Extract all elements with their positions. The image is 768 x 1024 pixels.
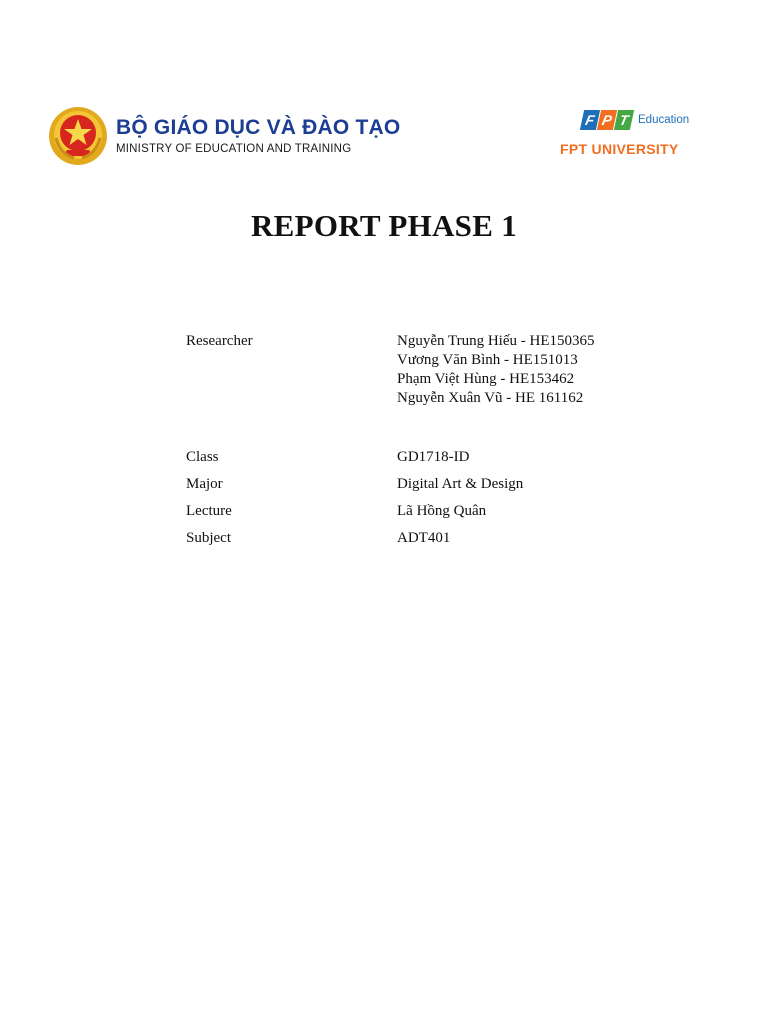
ministry-subtitle: MINISTRY OF EDUCATION AND TRAINING [116, 143, 352, 155]
fpt-logo [560, 110, 710, 157]
ministry-logo [48, 106, 400, 166]
report-title: REPORT PHASE 1 [250, 208, 518, 243]
fpt-university-label: FPT UNIVERSITY [560, 141, 679, 157]
class-value: GD1718-ID [397, 449, 470, 465]
subject-label: Subject [186, 530, 231, 546]
researcher-label: Researcher [186, 333, 253, 349]
lecture-label: Lecture [186, 503, 232, 519]
major-label: Major [186, 476, 223, 492]
lecture-value: Lã Hồng Quân [397, 503, 487, 519]
subject-value: ADT401 [397, 530, 451, 546]
fpt-tile-p: P [597, 110, 617, 130]
major-row [186, 475, 595, 494]
researcher-member: Nguyễn Trung Hiếu - HE150365 [397, 333, 595, 349]
lecture-row [186, 502, 595, 521]
report-info [186, 332, 595, 556]
ministry-name: BỘ GIÁO DỤC VÀ ĐÀO TẠO [116, 116, 401, 139]
researcher-row [186, 332, 595, 408]
researcher-member: Nguyễn Xuân Vũ - HE 161162 [397, 390, 584, 406]
vietnam-national-emblem-icon [48, 106, 108, 166]
fpt-tile-t: T [614, 110, 634, 130]
subject-row [186, 529, 595, 548]
researcher-member: Vương Văn Bình - HE151013 [397, 352, 578, 368]
major-value: Digital Art & Design [397, 476, 524, 492]
researcher-list [397, 332, 595, 408]
fpt-education-label: Education [638, 114, 690, 126]
fpt-tile-f: F [580, 110, 600, 130]
fpt-tiles [582, 110, 633, 130]
class-label: Class [186, 449, 219, 465]
researcher-member: Phạm Việt Hùng - HE153462 [397, 371, 575, 387]
class-row [186, 448, 595, 467]
